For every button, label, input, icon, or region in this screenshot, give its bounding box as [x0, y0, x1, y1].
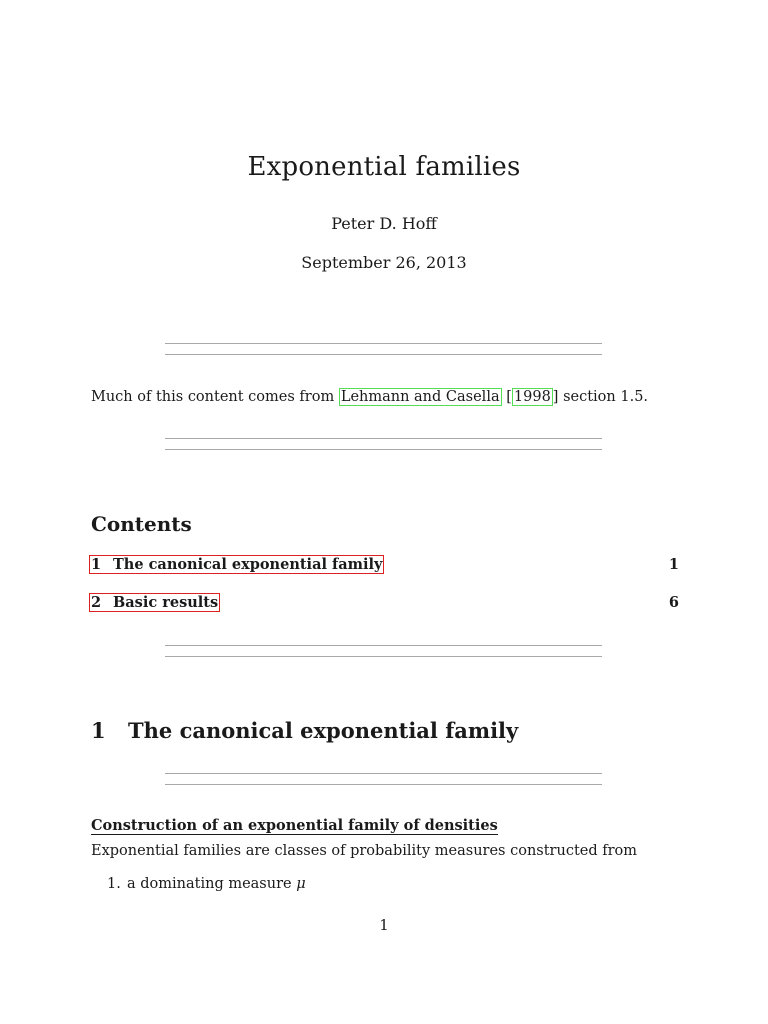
section-title: The canonical exponential family [128, 718, 519, 743]
math-symbol-mu: μ [296, 876, 306, 892]
intro-paragraph: Much of this content comes from Lehmann and Casella [ 1998 ] section 1.5. [91, 389, 649, 405]
document-date: September 26, 2013 [301, 253, 467, 272]
document-title: Exponential families [247, 152, 521, 182]
toc-entry-number: 1 [91, 556, 102, 573]
document-author: Peter D. Hoff [331, 214, 437, 233]
subsection-heading: Construction of an exponential family of densities [91, 817, 498, 834]
contents-heading: Contents [91, 512, 192, 536]
page-number: 1 [379, 916, 389, 934]
toc-entry-page: 6 [668, 594, 679, 611]
toc-entry-label: The canonical exponential family [113, 556, 383, 573]
toc-entry-page: 1 [668, 556, 679, 573]
intro-text-after: section 1.5. [558, 389, 649, 405]
toc-entry-number: 2 [91, 594, 102, 611]
horizontal-rule-pair [165, 773, 602, 785]
horizontal-rule-pair [165, 645, 602, 657]
intro-text-before: Much of this content comes from [91, 389, 339, 405]
toc-entry-2 [89, 594, 679, 611]
toc-entry-1 [89, 556, 679, 573]
section-heading [91, 718, 518, 743]
list-item-number: 1. [107, 876, 121, 892]
section-number: 1 [91, 718, 106, 743]
horizontal-rule-pair [165, 438, 602, 450]
toc-link-basic-results[interactable] [89, 593, 220, 612]
body-paragraph: Exponential families are classes of probability measures constructed from [91, 843, 638, 859]
citation-year-link[interactable]: 1998 [513, 389, 551, 405]
horizontal-rule-pair [165, 343, 602, 355]
citation-authors-link[interactable]: Lehmann and Casella [340, 389, 500, 405]
list-item [107, 876, 306, 892]
list-item-text: a dominating measure [127, 876, 297, 892]
toc-entry-label: Basic results [113, 594, 219, 611]
toc-link-canonical-exponential-family[interactable] [89, 555, 384, 574]
